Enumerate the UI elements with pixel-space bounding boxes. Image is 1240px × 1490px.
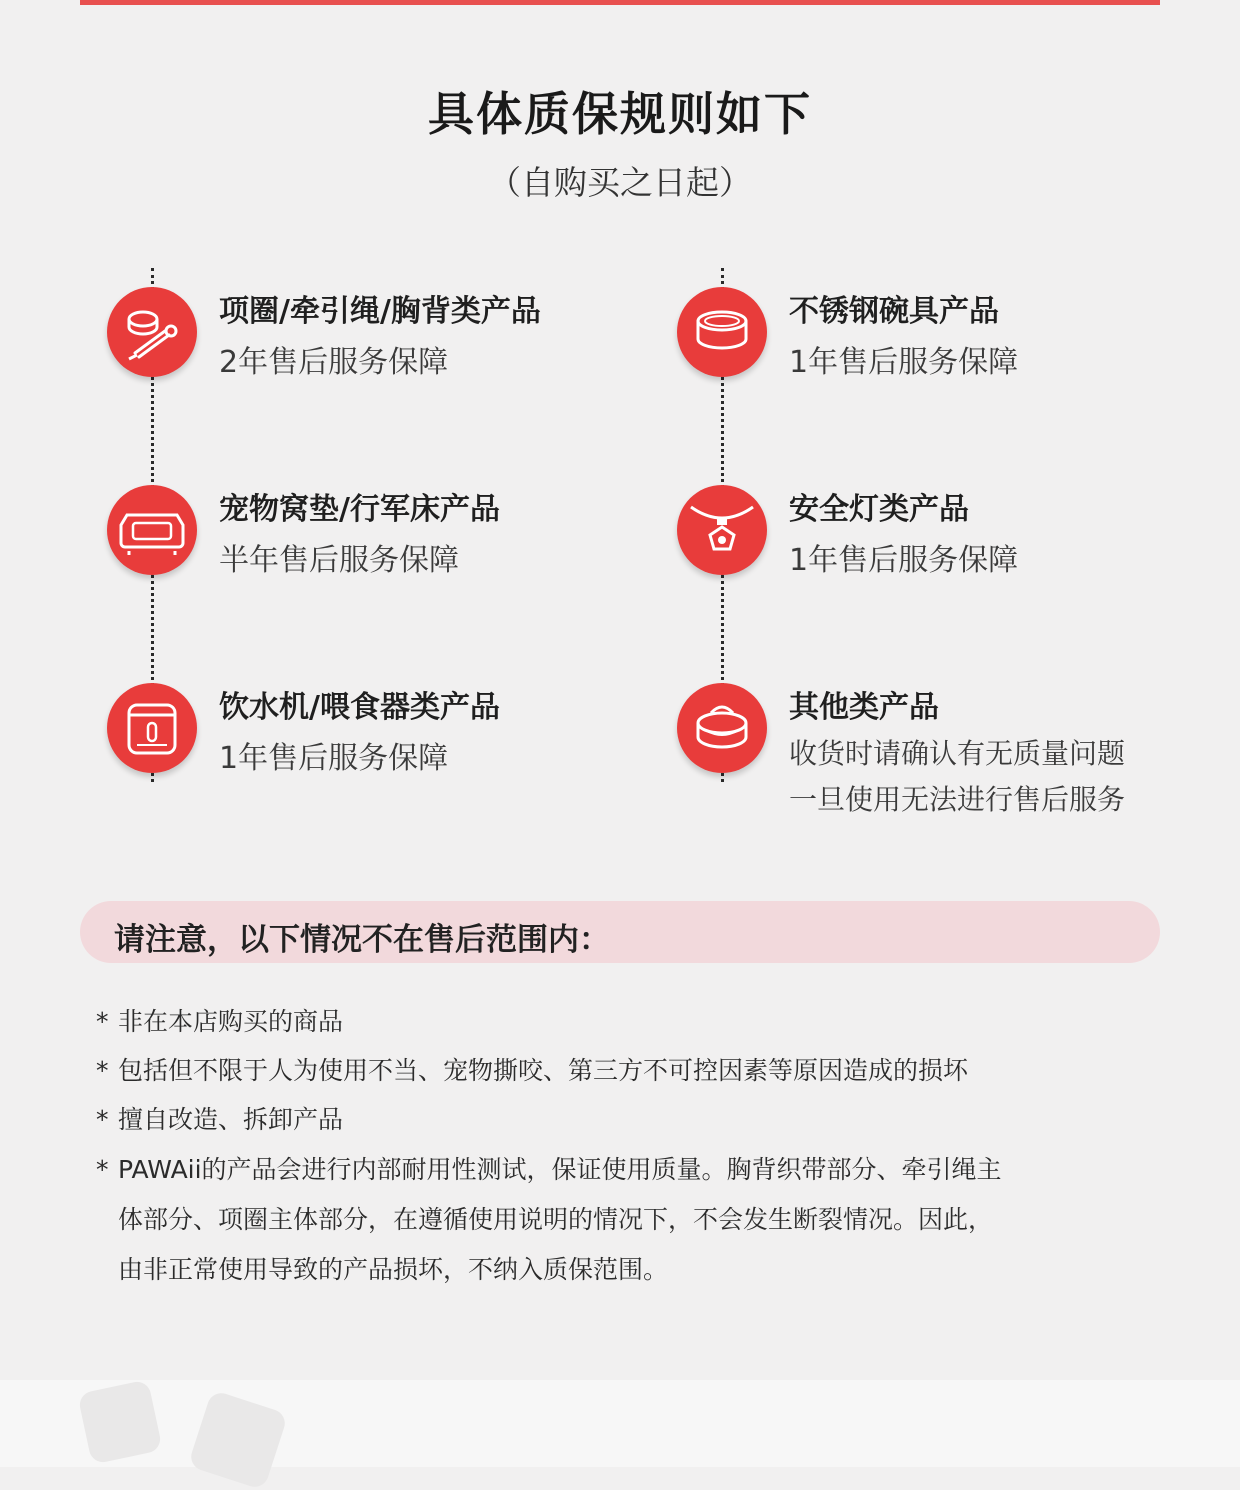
exclusion-text: 包括但不限于人为使用不当、宠物撕咬、第三方不可控因素等原因造成的损坏: [118, 1056, 969, 1085]
category-title-bowl: 不锈钢碗具产品: [789, 294, 999, 329]
collar-leash-icon: [107, 287, 197, 377]
bullet-star: *: [96, 1007, 109, 1036]
safety-light-icon: [677, 485, 767, 575]
exclusion-item-durability: [96, 1145, 1166, 1295]
exclusion-text: 非在本店购买的商品: [118, 1007, 344, 1036]
category-title-light: 安全灯类产品: [789, 492, 969, 527]
category-warranty-bowl: 1年售后服务保障: [789, 345, 1019, 380]
durability-line3: 由非正常使用导致的产品损坏，不纳入质保范围。: [118, 1255, 669, 1284]
durability-line1: PAWAii的产品会进行内部耐用性测试，保证使用质量。胸背织带部分、牵引绳主: [118, 1155, 1002, 1184]
pet-bed-icon: [107, 485, 197, 575]
bullet-star: *: [96, 1056, 109, 1085]
decorative-shape: [77, 1379, 162, 1464]
category-note-line1: 收货时请确认有无质量问题: [789, 737, 1126, 770]
category-title-other: 其他类产品: [789, 690, 939, 725]
page-subtitle: （自购买之日起）: [488, 163, 752, 202]
category-note-line2: 一旦使用无法进行售后服务: [789, 783, 1126, 816]
durability-line2: 体部分、项圈主体部分，在遵循使用说明的情况下，不会发生断裂情况。因此，: [118, 1205, 994, 1234]
notice-banner: [80, 901, 1160, 963]
exclusion-text: 擅自改造、拆卸产品: [118, 1105, 344, 1134]
exclusion-item: [96, 1095, 1166, 1145]
category-warranty-dispenser: 1年售后服务保障: [219, 741, 449, 776]
category-title-dispenser: 饮水机/喂食器类产品: [219, 690, 500, 725]
exclusion-item: [96, 997, 1166, 1047]
notice-heading: 请注意，以下情况不在售后范围内：: [114, 922, 610, 958]
bottom-decorative-band: [0, 1380, 1240, 1467]
toy-icon: [677, 683, 767, 773]
bullet-star: *: [96, 1155, 109, 1184]
bullet-star: *: [96, 1105, 109, 1134]
water-dispenser-icon: [107, 683, 197, 773]
category-warranty-light: 1年售后服务保障: [789, 543, 1019, 578]
exclusion-item: [96, 1046, 1166, 1096]
decorative-shape: [188, 1390, 289, 1490]
category-warranty-collar: 2年售后服务保障: [219, 345, 449, 380]
bowl-icon: [677, 287, 767, 377]
category-title-collar: 项圈/牵引绳/胸背类产品: [219, 294, 541, 329]
category-warranty-bed: 半年售后服务保障: [219, 543, 459, 578]
category-title-bed: 宠物窝垫/行军床产品: [219, 492, 500, 527]
top-accent-rule: [80, 0, 1160, 5]
page-title: 具体质保规则如下: [428, 87, 812, 141]
